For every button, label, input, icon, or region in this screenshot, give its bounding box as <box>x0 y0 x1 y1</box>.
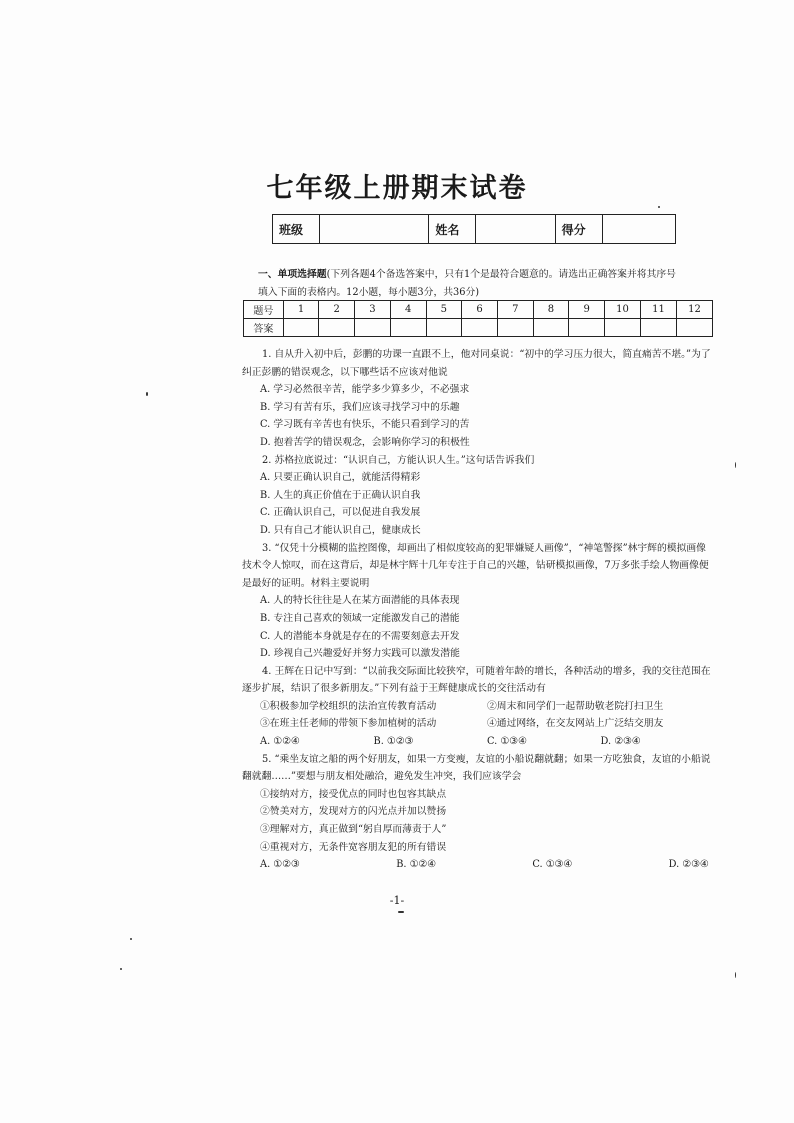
statement: ①积极参加学校组织的法治宣传教育活动 <box>260 700 437 712</box>
choice-row <box>242 733 714 751</box>
choice: A. ①②③ <box>260 859 300 871</box>
statement: ①接纳对方，接受优点的同时也包容其缺点 <box>260 788 447 800</box>
choice: D. ②③④ <box>668 859 709 871</box>
option: B. 学习有苦有乐，我们应该寻找学习中的乐趣 <box>260 401 460 413</box>
question-stem: 2. 苏格拉底说过：“认识自己，方能认识人生。”这句话告诉我们 <box>262 454 535 466</box>
question-3 <box>242 540 714 663</box>
choice: A. ①②④ <box>260 736 300 748</box>
number-cell: 9 <box>569 301 605 319</box>
class-field[interactable] <box>320 215 429 244</box>
number-cell: 7 <box>497 301 533 319</box>
student-info-table <box>272 214 676 244</box>
answer-table-number-row <box>244 301 713 319</box>
question-stem: 3. “仅凭十分模糊的监控图像，却画出了相似度较高的犯罪嫌疑人画像”，“神笔警探”林宇辉的模拟画像技术令人惊叹，而在这背后，却是林宇辉十几年专注于自己的兴趣，钻研模拟画像，7万多张手绘人物画像便是最好的证明。材料主要说明 <box>242 542 709 589</box>
number-cell: 11 <box>640 301 676 319</box>
statement: ②赞美对方，发现对方的闪光点并加以赞扬 <box>260 806 447 818</box>
option: A. 只要正确认识自己，就能活得精彩 <box>260 472 421 484</box>
number-cell: 8 <box>533 301 569 319</box>
number-row-label: 题号 <box>244 301 284 319</box>
choice-row <box>242 856 714 874</box>
statement-list <box>242 698 714 733</box>
statement: ④通过网络，在交友网站上广泛结交朋友 <box>487 718 664 730</box>
choice: B. ①②④ <box>396 859 436 871</box>
statement: ③在班主任老师的带领下参加植树的活动 <box>260 718 437 730</box>
option: C. 人的潜能本身就是存在的不需要刻意去开发 <box>260 630 460 642</box>
choice: D. ②③④ <box>600 736 641 748</box>
number-cell: 6 <box>462 301 498 319</box>
scan-speck <box>735 972 736 978</box>
statement: ③理解对方，真正做到“躬自厚而薄责于人” <box>260 824 447 836</box>
option: C. 学习既有辛苦也有快乐，不能只看到学习的苦 <box>260 419 470 431</box>
number-cell: 2 <box>319 301 355 319</box>
number-cell: 1 <box>283 301 319 319</box>
questions-area <box>242 346 714 874</box>
name-label: 姓名 <box>429 215 476 244</box>
scan-speck <box>735 462 736 468</box>
answer-cell[interactable] <box>355 319 391 337</box>
scan-speck <box>398 911 404 913</box>
section-title: 一、单项选择题 <box>258 269 327 280</box>
statement: ②周末和同学们一起帮助敬老院打扫卫生 <box>487 700 664 712</box>
answer-cell[interactable] <box>569 319 605 337</box>
page-number: -1- <box>389 894 405 907</box>
scan-speck <box>658 206 660 208</box>
section-instruction: (下列各题4个备选答案中，只有1个是最符合题意的。请选出正确答案并将其序号填入下面的表格内。12小题，每小题3分，共36分) <box>258 269 676 298</box>
answer-row-label: 答案 <box>244 319 284 337</box>
number-cell: 4 <box>390 301 426 319</box>
answer-cell[interactable] <box>390 319 426 337</box>
answer-cell[interactable] <box>319 319 355 337</box>
question-stem: 4. 王辉在日记中写到：“以前我交际面比较狭窄，可随着年龄的增长，各种活动的增多，我的交往范围在逐步扩展，结识了很多新朋友。”下列有益于王辉健康成长的交往活动有 <box>242 665 711 695</box>
option: B. 人生的真正价值在于正确认识自我 <box>260 489 421 501</box>
number-cell: 5 <box>426 301 462 319</box>
scan-speck <box>146 392 148 396</box>
option: D. 珍视自己兴趣爱好并努力实践可以激发潜能 <box>260 648 460 660</box>
question-stem: 1. 自从升入初中后，彭鹏的功课一直跟不上，他对同桌说：“初中的学习压力很大，简直痛苦不堪。”为了纠正彭鹏的错误观念，以下哪些话不应该对他说 <box>242 349 711 378</box>
page-title: 七年级上册期末试卷 <box>266 173 528 204</box>
option: D. 抱着苦学的错误观念，会影响你学习的积极性 <box>260 436 470 448</box>
number-cell: 12 <box>676 301 712 319</box>
question-5 <box>242 751 714 874</box>
choice: B. ①②③ <box>373 736 414 748</box>
scan-speck <box>120 968 122 970</box>
name-field[interactable] <box>476 215 555 244</box>
question-4 <box>242 663 714 751</box>
answer-cell[interactable] <box>676 319 712 337</box>
option: D. 只有自己才能认识自己，健康成长 <box>260 524 421 536</box>
scan-speck <box>130 938 132 940</box>
section-heading <box>258 266 678 302</box>
choice: C. ①③④ <box>532 859 573 871</box>
answer-table-answer-row <box>244 319 713 337</box>
number-cell: 3 <box>355 301 391 319</box>
option: A. 学习必然很辛苦，能学多少算多少，不必强求 <box>260 384 470 396</box>
answer-cell[interactable] <box>533 319 569 337</box>
statement: ④重视对方，无条件宽容朋友犯的所有错误 <box>260 841 447 853</box>
answer-cell[interactable] <box>605 319 641 337</box>
score-field[interactable] <box>602 215 675 244</box>
answer-cell[interactable] <box>462 319 498 337</box>
answer-cell[interactable] <box>497 319 533 337</box>
option: C. 正确认识自己，可以促进自我发展 <box>260 507 421 519</box>
option: A. 人的特长往往是人在某方面潜能的具体表现 <box>260 595 460 607</box>
answer-cell[interactable] <box>426 319 462 337</box>
class-label: 班级 <box>273 215 320 244</box>
answer-table <box>243 300 713 337</box>
choice: C. ①③④ <box>487 736 527 748</box>
question-1 <box>242 346 714 452</box>
answer-cell[interactable] <box>640 319 676 337</box>
score-label: 得分 <box>555 215 602 244</box>
question-stem: 5. “乘坐友谊之船的两个好朋友，如果一方变瘦，友谊的小船说翻就翻；如果一方吃独食，友谊的小船说翻就翻……”要想与朋友相处融洽，避免发生冲突，我们应该学会 <box>242 753 711 783</box>
option: B. 专注自己喜欢的领域一定能激发自己的潜能 <box>260 612 460 624</box>
answer-cell[interactable] <box>283 319 319 337</box>
question-2 <box>242 452 714 540</box>
number-cell: 10 <box>605 301 641 319</box>
